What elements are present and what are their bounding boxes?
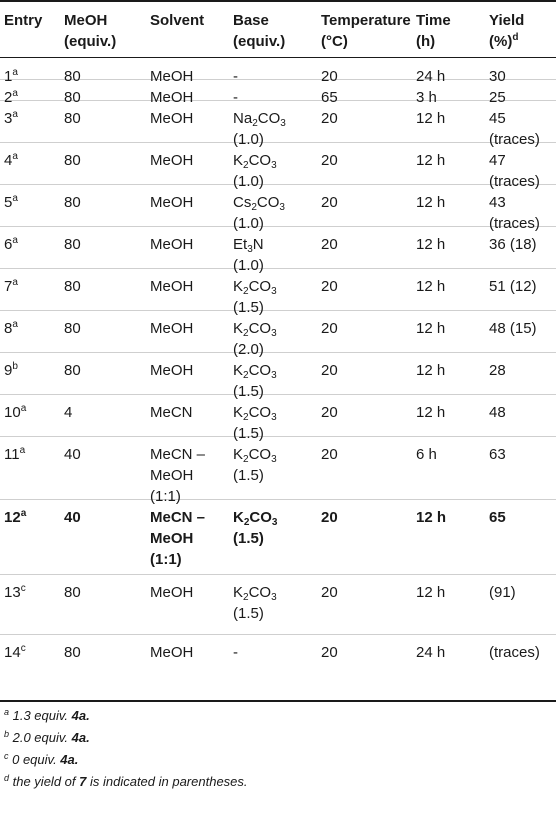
cell-time: 12 h bbox=[416, 362, 446, 379]
cell-meoh: 80 bbox=[64, 194, 81, 211]
cell-base: $Na_2CO_3$ (1.0) bbox=[233, 110, 286, 148]
cell-yield: 47 (traces) bbox=[489, 152, 540, 190]
table-row bbox=[0, 100, 556, 148]
cell-entry: 2$^a$ bbox=[4, 88, 18, 106]
cell-meoh: 80 bbox=[64, 110, 81, 127]
header-temperature: Temperature (°C) bbox=[321, 12, 411, 50]
cell-time: 12 h bbox=[416, 320, 446, 337]
cell-yield: 63 bbox=[489, 446, 506, 463]
cell-yield: (traces) bbox=[489, 644, 540, 661]
cell-temperature: 20 bbox=[321, 236, 338, 253]
header-yield: Yield (%)$^d$ bbox=[489, 12, 525, 50]
cell-solvent: MeOH bbox=[150, 194, 194, 211]
cell-yield: 25 bbox=[489, 89, 506, 106]
cell-entry: 13$^c$ bbox=[4, 583, 26, 601]
cell-base: $K_2CO_3$ (1.5) bbox=[233, 278, 277, 316]
header-entry: Entry bbox=[4, 12, 43, 29]
cell-time: 6 h bbox=[416, 446, 437, 463]
table-row bbox=[0, 394, 556, 442]
cell-solvent: MeOH bbox=[150, 362, 194, 379]
cell-base: - bbox=[233, 89, 238, 106]
cell-solvent: MeOH bbox=[150, 68, 194, 85]
cell-solvent: MeOH bbox=[150, 89, 194, 106]
cell-yield: (91) bbox=[489, 584, 516, 601]
cell-base: $K_2CO_3$ (1.5) bbox=[233, 584, 277, 622]
cell-meoh: 4 bbox=[64, 404, 73, 421]
cell-base: - bbox=[233, 644, 238, 661]
cell-meoh: 80 bbox=[64, 152, 81, 169]
cell-entry: 12$^a$ bbox=[4, 508, 27, 526]
cell-solvent: MeOH bbox=[150, 584, 194, 601]
cell-temperature: 20 bbox=[321, 446, 338, 463]
cell-solvent: MeOH bbox=[150, 644, 194, 661]
cell-time: 12 h bbox=[416, 236, 446, 253]
cell-entry: 1$^a$ bbox=[4, 67, 18, 85]
cell-temperature: 20 bbox=[321, 320, 338, 337]
cell-solvent: MeCN – MeOH (1:1) bbox=[150, 446, 206, 505]
cell-solvent: MeOH bbox=[150, 236, 194, 253]
footnote: $^b$ 2.0 equiv. 4a. bbox=[4, 729, 90, 745]
cell-time: 12 h bbox=[416, 404, 446, 421]
cell-entry: 3$^a$ bbox=[4, 109, 18, 127]
cell-time: 24 h bbox=[416, 644, 446, 661]
cell-entry: 8$^a$ bbox=[4, 319, 18, 337]
cell-yield: 36 (18) bbox=[489, 236, 537, 253]
cell-yield: 65 bbox=[489, 509, 506, 526]
cell-base: - bbox=[233, 68, 238, 85]
cell-base: $K_2CO_3$ (1.5) bbox=[233, 404, 277, 442]
bottom-rule bbox=[0, 700, 556, 702]
cell-temperature: 20 bbox=[321, 362, 338, 379]
cell-yield: 51 (12) bbox=[489, 278, 537, 295]
footnote: $^c$ 0 equiv. 4a. bbox=[4, 751, 79, 767]
table-row bbox=[0, 142, 556, 190]
cell-temperature: 20 bbox=[321, 509, 338, 526]
cell-temperature: 20 bbox=[321, 194, 338, 211]
cell-solvent: MeOH bbox=[150, 110, 194, 127]
cell-base: $Cs_2CO_3$ (1.0) bbox=[233, 194, 285, 232]
footnote: $^d$ the yield of 7 is indicated in parentheses. bbox=[4, 773, 248, 789]
cell-meoh: 80 bbox=[64, 644, 81, 661]
cell-base: $K_2CO_3$ (2.0) bbox=[233, 320, 277, 358]
table-row bbox=[0, 352, 556, 400]
cell-entry: 5$^a$ bbox=[4, 193, 18, 211]
table-row bbox=[0, 310, 556, 358]
cell-meoh: 40 bbox=[64, 446, 81, 463]
cell-temperature: 20 bbox=[321, 644, 338, 661]
cell-temperature: 20 bbox=[321, 68, 338, 85]
cell-time: 12 h bbox=[416, 194, 446, 211]
header-base: Base (equiv.) bbox=[233, 12, 286, 50]
cell-entry: 6$^a$ bbox=[4, 235, 18, 253]
cell-time: 12 h bbox=[416, 152, 446, 169]
cell-meoh: 80 bbox=[64, 68, 81, 85]
cell-meoh: 80 bbox=[64, 89, 81, 106]
cell-base: $K_2CO_3$ (1.0) bbox=[233, 152, 277, 190]
footnote: $^a$ 1.3 equiv. 4a. bbox=[4, 707, 90, 723]
cell-base: $K_2CO_3$ (1.5) bbox=[233, 362, 277, 400]
cell-entry: 14$^c$ bbox=[4, 643, 26, 661]
cell-time: 12 h bbox=[416, 278, 446, 295]
cell-solvent: MeOH bbox=[150, 320, 194, 337]
cell-solvent: MeCN bbox=[150, 404, 193, 421]
cell-solvent: MeCN – MeOH (1:1) bbox=[150, 509, 206, 568]
cell-yield: 45 (traces) bbox=[489, 110, 540, 148]
cell-entry: 9$^b$ bbox=[4, 361, 18, 379]
cell-temperature: 20 bbox=[321, 152, 338, 169]
cell-yield: 43 (traces) bbox=[489, 194, 540, 232]
cell-solvent: MeOH bbox=[150, 278, 194, 295]
header-meoh: MeOH (equiv.) bbox=[64, 12, 117, 50]
cell-temperature: 20 bbox=[321, 110, 338, 127]
table-row bbox=[0, 184, 556, 232]
table-row bbox=[0, 436, 556, 505]
cell-temperature: 20 bbox=[321, 278, 338, 295]
table-row bbox=[0, 268, 556, 316]
cell-meoh: 80 bbox=[64, 584, 81, 601]
cell-meoh: 80 bbox=[64, 278, 81, 295]
header-solvent: Solvent bbox=[150, 12, 205, 29]
cell-base: $K_2CO_3$ (1.5) bbox=[233, 509, 278, 547]
cell-solvent: MeOH bbox=[150, 152, 194, 169]
cell-yield: 30 bbox=[489, 68, 506, 85]
cell-yield: 48 bbox=[489, 404, 506, 421]
cell-temperature: 20 bbox=[321, 584, 338, 601]
cell-time: 3 h bbox=[416, 89, 437, 106]
table-row bbox=[0, 79, 556, 106]
cell-yield: 48 (15) bbox=[489, 320, 537, 337]
cell-entry: 11$^a$ bbox=[4, 445, 26, 463]
cell-time: 24 h bbox=[416, 68, 446, 85]
table-row bbox=[0, 58, 556, 85]
cell-time: 12 h bbox=[416, 509, 447, 526]
cell-entry: 4$^a$ bbox=[4, 151, 18, 169]
cell-meoh: 40 bbox=[64, 509, 81, 526]
top-rule bbox=[0, 0, 556, 2]
cell-base: $K_2CO_3$ (1.5) bbox=[233, 446, 277, 484]
cell-entry: 10$^a$ bbox=[4, 403, 27, 421]
cell-base: $Et_3N$ (1.0) bbox=[233, 236, 264, 274]
cell-entry: 7$^a$ bbox=[4, 277, 18, 295]
cell-meoh: 80 bbox=[64, 320, 81, 337]
cell-meoh: 80 bbox=[64, 236, 81, 253]
cell-yield: 28 bbox=[489, 362, 506, 379]
cell-time: 12 h bbox=[416, 584, 446, 601]
table-row bbox=[0, 574, 556, 635]
table-row bbox=[0, 499, 556, 575]
table-row bbox=[0, 226, 556, 274]
cell-time: 12 h bbox=[416, 110, 446, 127]
header-time: Time (h) bbox=[416, 12, 451, 50]
cell-temperature: 65 bbox=[321, 89, 338, 106]
cell-temperature: 20 bbox=[321, 404, 338, 421]
cell-meoh: 80 bbox=[64, 362, 81, 379]
table-row bbox=[0, 634, 556, 700]
